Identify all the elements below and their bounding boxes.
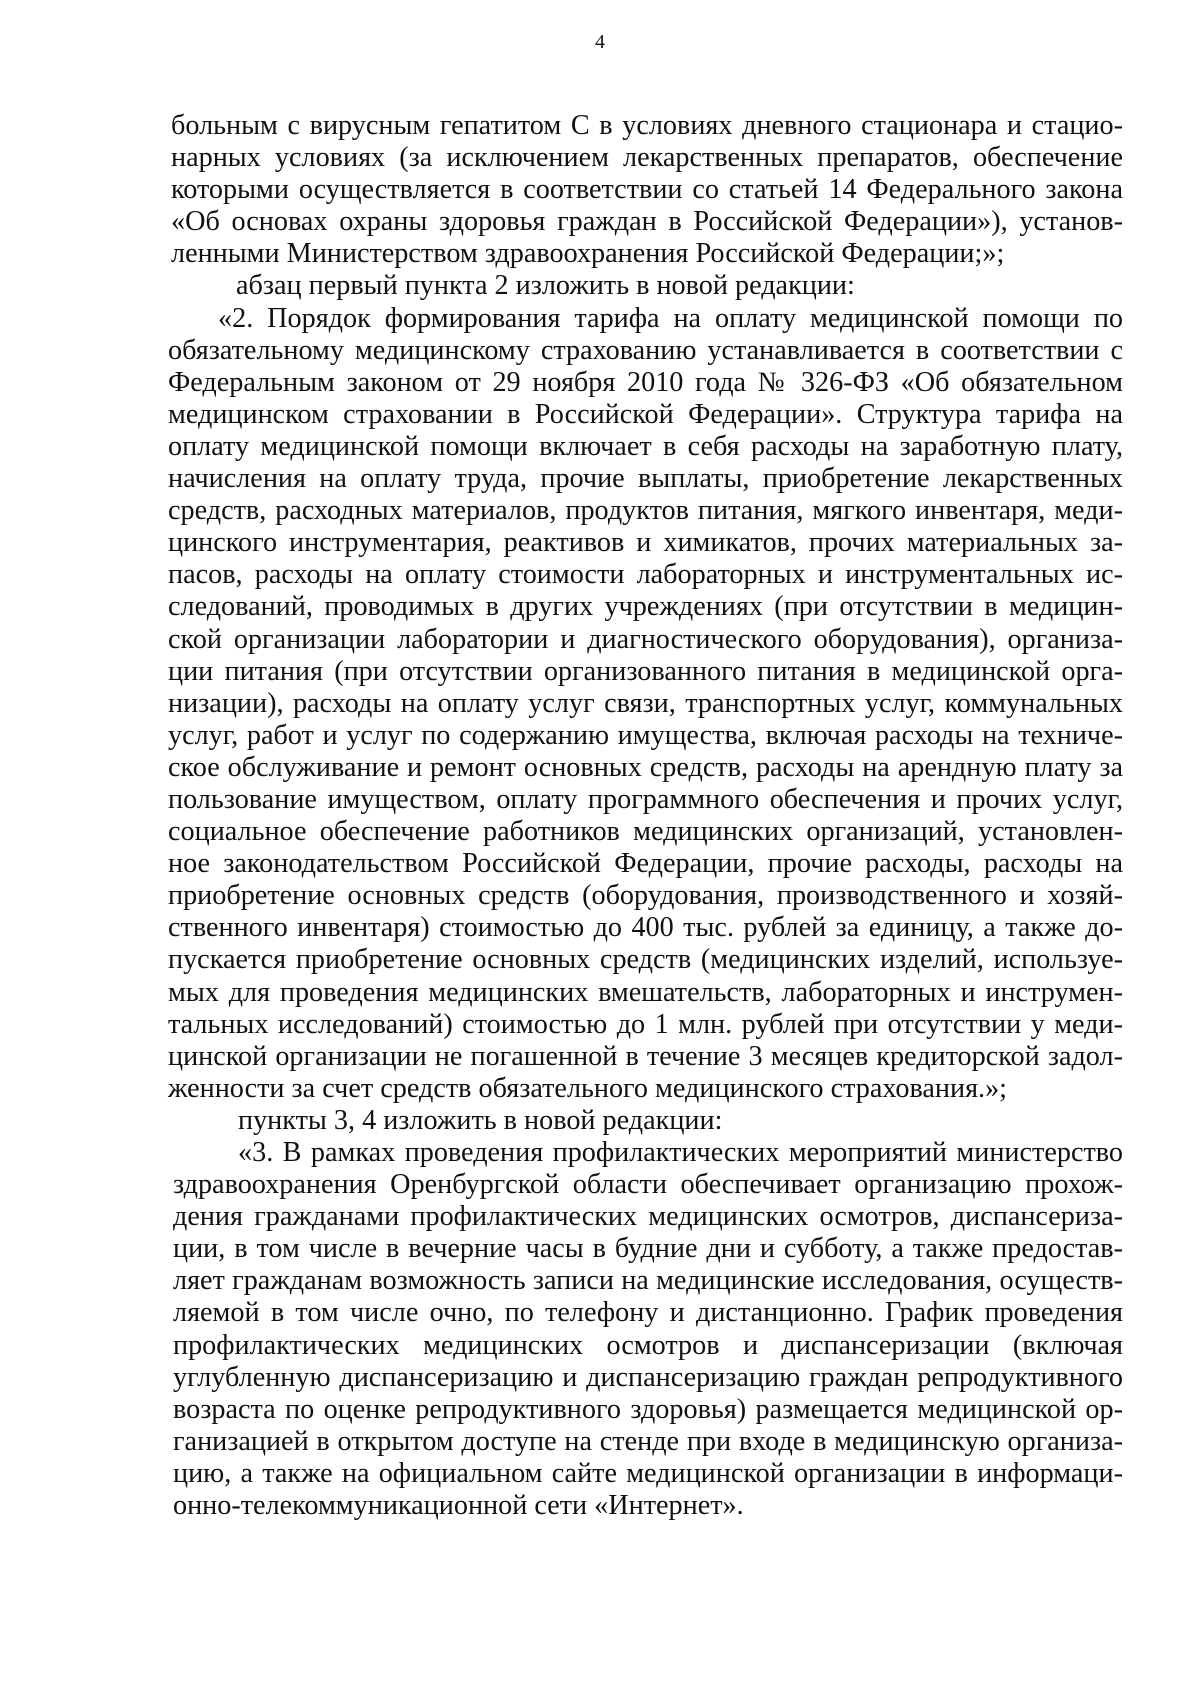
text-line: «2. Порядок формирования тарифа на оплату медицинской помощи по <box>218 302 1123 334</box>
paragraph-point-2 <box>168 303 1123 1105</box>
text-line: Федеральным законом от 29 ноября 2010 года № 326-ФЗ «Об обязательном <box>168 366 1123 398</box>
text-line: ции питания (при отсутствии организованного питания в медицинской орга- <box>168 655 1123 687</box>
text-line: профилактических медицинских осмотров и диспансеризации (включая <box>173 1329 1123 1361</box>
paragraph-continuation <box>168 110 1123 270</box>
text-line: нарных условиях (за исключением лекарственных препаратов, обеспечение <box>171 142 1123 174</box>
text-line: низации), расходы на оплату услуг связи, транспортных услуг, коммунальных <box>168 687 1123 719</box>
text-line: ственного инвентаря) стоимостью до 400 тыс. рублей за единицу, а также до- <box>168 912 1123 944</box>
text-line: социальное обеспечение работников медицинских организаций, установлен- <box>168 816 1123 848</box>
text-line: обязательному медицинскому страхованию устанавливается в соответствии с <box>168 334 1123 366</box>
text-line: начисления на оплату труда, прочие выплаты, приобретение лекарственных <box>168 463 1123 495</box>
text-line: ляемой в том числе очно, по телефону и дистанционно. График проведения <box>173 1297 1123 1329</box>
text-line: пасов, расходы на оплату стоимости лабораторных и инструментальных ис- <box>168 559 1123 591</box>
text-line: «Об основах охраны здоровья граждан в Российской Федерации»), установ- <box>171 206 1123 238</box>
text-line: цинской организации не погашенной в течение 3 месяцев кредиторской задол- <box>168 1040 1123 1072</box>
text-line: которыми осуществляется в соответствии со статьей 14 Федерального закона <box>171 174 1123 206</box>
text-line: средств, расходных материалов, продуктов питания, мягкого инвентаря, меди- <box>168 495 1123 527</box>
text-line: ской организации лаборатории и диагностического оборудования), организа- <box>168 623 1123 655</box>
text-line: больным с вирусным гепатитом С в условиях дневного стационара и стацио- <box>171 110 1123 141</box>
text-line: мых для проведения медицинских вмешательств, лабораторных и инструмен- <box>168 976 1123 1008</box>
text-line: женности за счет средств обязательного медицинского страхования.»; <box>168 1072 1008 1104</box>
text-line: онно-телекоммуникационной сети «Интернет». <box>173 1490 744 1522</box>
text-line: следований, проводимых в других учреждениях (при отсутствии в медицин- <box>168 591 1123 623</box>
text-line: дения гражданами профилактических медицинских осмотров, диспансериза- <box>173 1201 1123 1233</box>
text-line: ское обслуживание и ремонт основных средств, расходы на арендную плату за <box>168 751 1123 783</box>
page-number: 4 <box>595 31 605 53</box>
text-line: оплату медицинской помощи включает в себя расходы на заработную плату, <box>168 430 1123 462</box>
text-line: услуг, работ и услуг по содержанию имущества, включая расходы на техниче- <box>168 719 1123 751</box>
paragraph-instruction-1 <box>168 270 1123 302</box>
text-line: приобретение основных средств (оборудования, производственного и хозяй- <box>168 880 1123 912</box>
text-line: пускается приобретение основных средств (медицинских изделий, используе- <box>168 944 1123 976</box>
text-line: ное законодательством Российской Федерации, прочие расходы, расходы на <box>168 848 1123 880</box>
text-line: ленными Министерством здравоохранения Российской Федерации;»; <box>171 238 1005 270</box>
paragraph-instruction-2 <box>168 1105 1123 1137</box>
text-line: углубленную диспансеризацию и диспансеризацию граждан репродуктивного <box>173 1361 1123 1393</box>
text-line: возраста по оценке репродуктивного здоровья) размещается медицинской ор- <box>173 1393 1123 1425</box>
text-line: ции, в том числе в вечерние часы в будние дни и субботу, а также предостав- <box>173 1233 1123 1265</box>
text-line: пункты 3, 4 изложить в новой редакции: <box>238 1104 723 1136</box>
text-line: цию, а также на официальном сайте медицинской организации в информаци- <box>173 1457 1123 1489</box>
text-line: пользование имуществом, оплату программного обеспечения и прочих услуг, <box>168 783 1123 815</box>
text-line: «3. В рамках проведения профилактических мероприятий министерство <box>238 1137 1123 1168</box>
text-line: тальных исследований) стоимостью до 1 млн. рублей при отсутствии у меди- <box>168 1008 1123 1040</box>
text-line: ганизацией в открытом доступе на стенде при входе в медицинскую организа- <box>173 1425 1123 1457</box>
text-line: медицинском страховании в Российской Федерации». Структура тарифа на <box>168 398 1123 430</box>
text-line: цинского инструментария, реактивов и химикатов, прочих материальных за- <box>168 527 1123 559</box>
text-line: ляет гражданам возможность записи на медицинские исследования, осуществ- <box>173 1265 1123 1297</box>
text-line: абзац первый пункта 2 изложить в новой редакции: <box>236 270 855 302</box>
paragraph-point-3 <box>168 1137 1123 1522</box>
document-body <box>168 110 1123 1522</box>
text-line: здравоохранения Оренбургской области обеспечивает организацию прохож- <box>173 1169 1123 1201</box>
